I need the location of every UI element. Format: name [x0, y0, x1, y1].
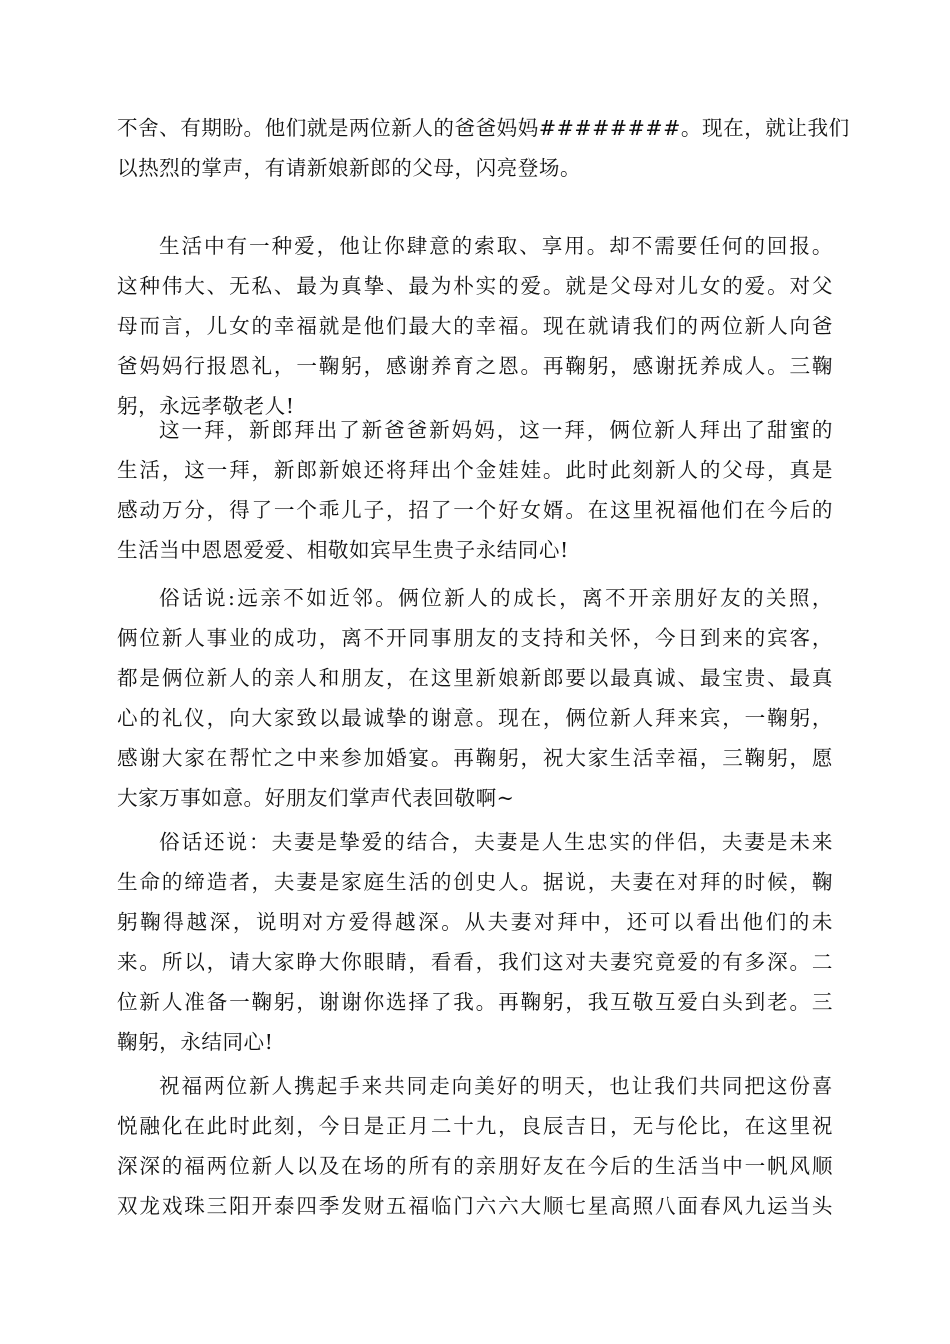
- paragraph-4: [117, 578, 833, 818]
- paragraph-line: 来。所以，请大家睁大你眼睛，看看，我们这对夫妻究竟爱的有多深。二: [117, 950, 833, 974]
- paragraph-line: 生活，这一拜，新郎新娘还将拜出个金娃娃。此时此刻新人的父母，真是: [117, 458, 833, 482]
- paragraph-line: 双龙戏珠三阳开泰四季发财五福临门六六大顺七星高照八面春风九运当头: [117, 1194, 833, 1218]
- paragraph-line: 位新人准备一鞠躬，谢谢你选择了我。再鞠躬，我互敬互爱白头到老。三: [117, 990, 833, 1014]
- paragraph-line: 深深的福两位新人以及在场的所有的亲朋好友在今后的生活当中一帆风顺: [117, 1154, 833, 1178]
- paragraph-line: 生活当中恩恩爱爱、相敬如宾早生贵子永结同心!: [117, 538, 569, 562]
- paragraph-line: 感谢大家在帮忙之中来参加婚宴。再鞠躬，祝大家生活幸福，三鞠躬，愿: [117, 746, 833, 770]
- paragraph-line: 不舍、有期盼。他们就是两位新人的爸爸妈妈########。现在，就让我们: [117, 116, 850, 140]
- paragraph-line: 生命的缔造者，夫妻是家庭生活的创史人。据说，夫妻在对拜的时候，鞠: [117, 870, 833, 894]
- paragraph-line: 俩位新人事业的成功，离不开同事朋友的支持和关怀，今日到来的宾客，: [117, 626, 833, 650]
- paragraph-5: [117, 822, 833, 1062]
- paragraph-line: 俗话还说：夫妻是挚爱的结合，夫妻是人生忠实的伴侣，夫妻是未来: [159, 830, 833, 854]
- paragraph-line: 这种伟大、无私、最为真挚、最为朴实的爱。就是父母对儿女的爱。对父: [117, 274, 833, 298]
- paragraph-line: 躬，永远孝敬老人!: [117, 394, 295, 418]
- paragraph-line: 爸妈妈行报恩礼，一鞠躬，感谢养育之恩。再鞠躬，感谢抚养成人。三鞠: [117, 354, 833, 378]
- paragraph-line: 生活中有一种爱，他让你肆意的索取、享用。却不需要任何的回报。: [159, 234, 833, 258]
- paragraph-3: [117, 410, 833, 570]
- paragraph-6: [117, 1066, 833, 1226]
- paragraph-line: 心的礼仪，向大家致以最诚挚的谢意。现在，俩位新人拜来宾，一鞠躬，: [117, 706, 833, 730]
- paragraph-line: 悦融化在此时此刻，今日是正月二十九，良辰吉日，无与伦比，在这里祝: [117, 1114, 833, 1138]
- paragraph-1: [117, 108, 850, 188]
- paragraph-2: [117, 226, 833, 426]
- paragraph-line: 俗话说:远亲不如近邻。俩位新人的成长，离不开亲朋好友的关照，: [159, 586, 833, 610]
- paragraph-line: 都是俩位新人的亲人和朋友，在这里新娘新郎要以最真诚、最宝贵、最真: [117, 666, 833, 690]
- paragraph-line: 鞠躬，永结同心!: [117, 1030, 274, 1054]
- paragraph-line: 这一拜，新郎拜出了新爸爸新妈妈，这一拜，俩位新人拜出了甜蜜的: [159, 418, 833, 442]
- paragraph-line: 以热烈的掌声，有请新娘新郎的父母，闪亮登场。: [117, 156, 582, 180]
- paragraph-line: 母而言，儿女的幸福就是他们最大的幸福。现在就请我们的两位新人向爸: [117, 314, 833, 338]
- paragraph-line: 躬鞠得越深，说明对方爱得越深。从夫妻对拜中，还可以看出他们的未: [117, 910, 833, 934]
- paragraph-line: 祝福两位新人携起手来共同走向美好的明天，也让我们共同把这份喜: [159, 1074, 833, 1098]
- paragraph-line: 感动万分，得了一个乖儿子，招了一个好女婿。在这里祝福他们在今后的: [117, 498, 833, 522]
- paragraph-line: 大家万事如意。好朋友们掌声代表回敬啊~: [117, 786, 515, 810]
